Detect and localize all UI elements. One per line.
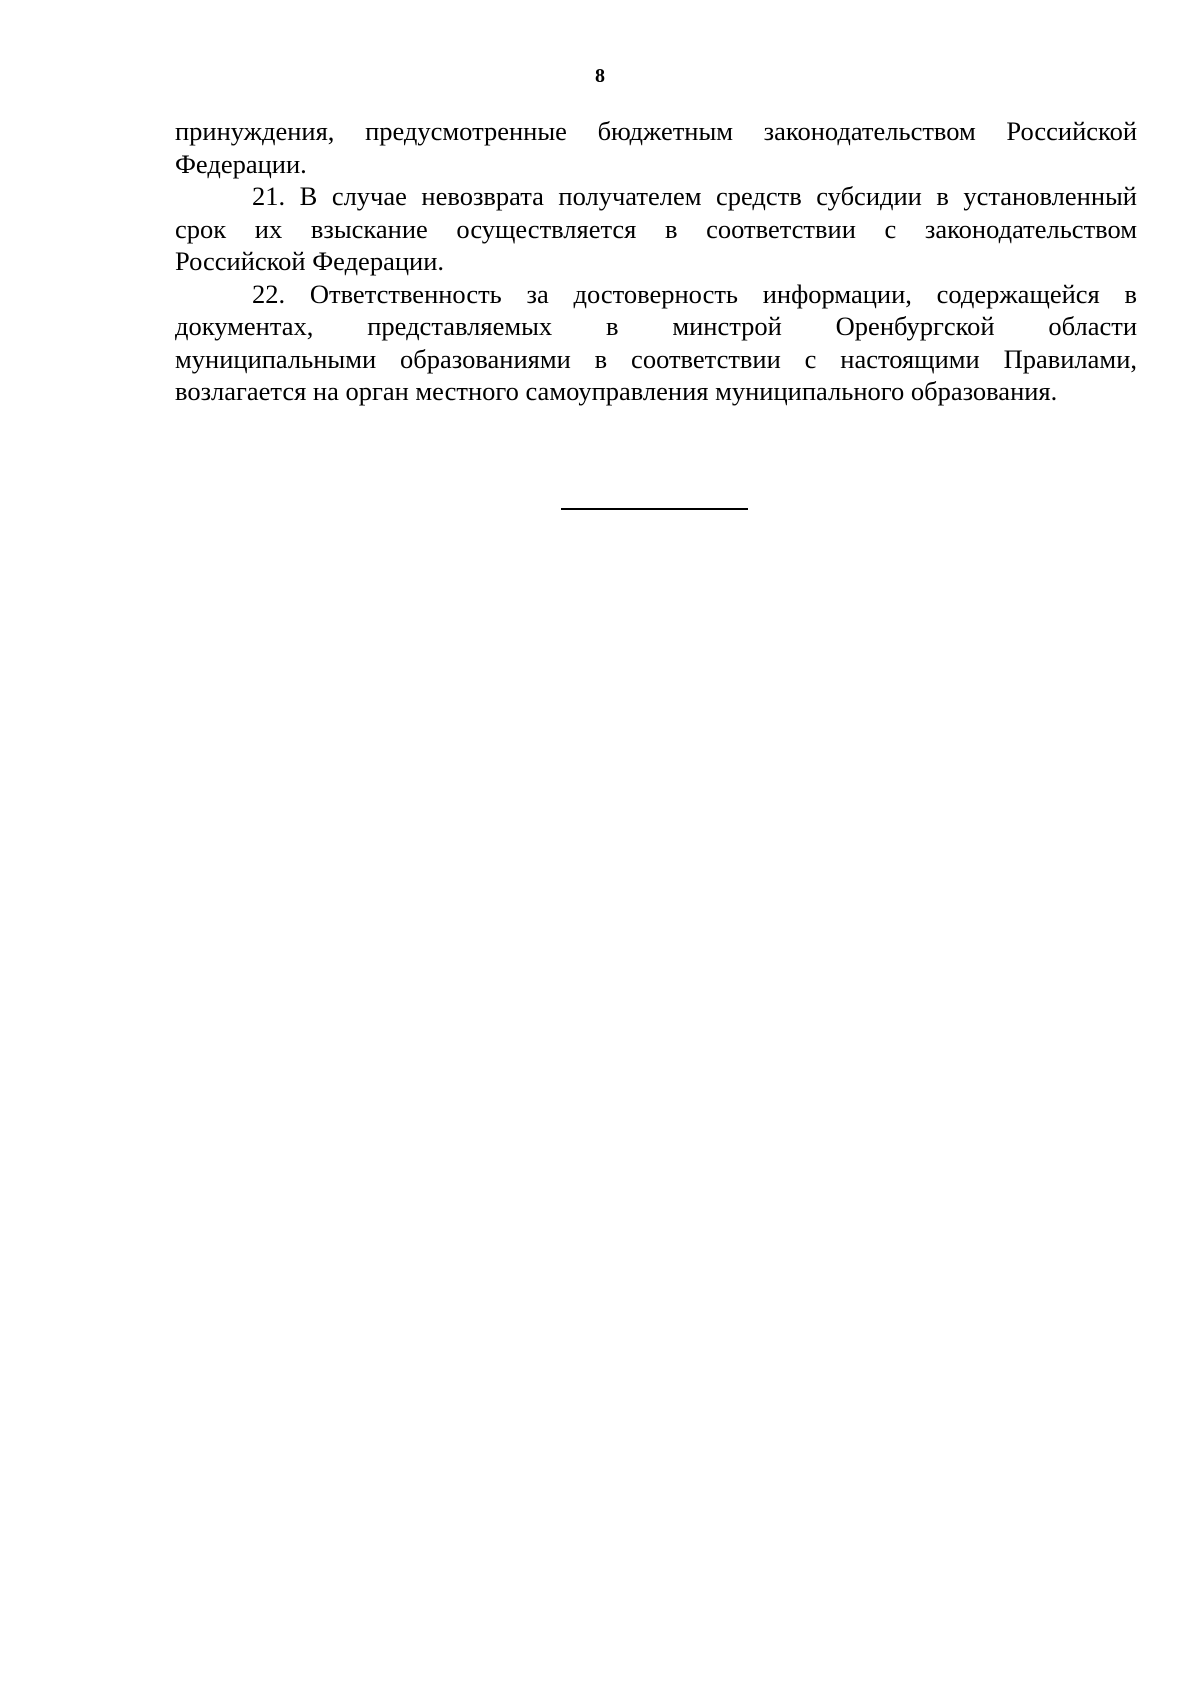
paragraph-22 — [175, 278, 1137, 408]
text-line: возлагается на орган местного самоуправления муниципального образования. — [175, 376, 1058, 406]
closing-divider-line — [561, 508, 748, 510]
text-line: Федерации. — [175, 148, 307, 179]
text-line: Российской Федерации. — [175, 246, 444, 276]
text-line: муниципальными образованиями в соответствии с настоящими Правилами, — [175, 343, 1137, 374]
document-body — [175, 115, 1137, 408]
text-line: 22. Ответственность за достоверность информации, содержащейся в — [252, 278, 1137, 309]
paragraph-continuation — [175, 115, 1137, 180]
paragraph-21 — [175, 180, 1137, 278]
text-line: срок их взыскание осуществляется в соответствии с законодательством — [175, 213, 1137, 244]
text-line: документах, представляемых в минстрой Оренбургской области — [175, 311, 1137, 341]
text-line: 21. В случае невозврата получателем средств субсидии в установленный — [252, 181, 1137, 211]
page-number: 8 — [595, 65, 605, 87]
text-line: принуждения, предусмотренные бюджетным законодательством Российской — [175, 116, 1137, 146]
